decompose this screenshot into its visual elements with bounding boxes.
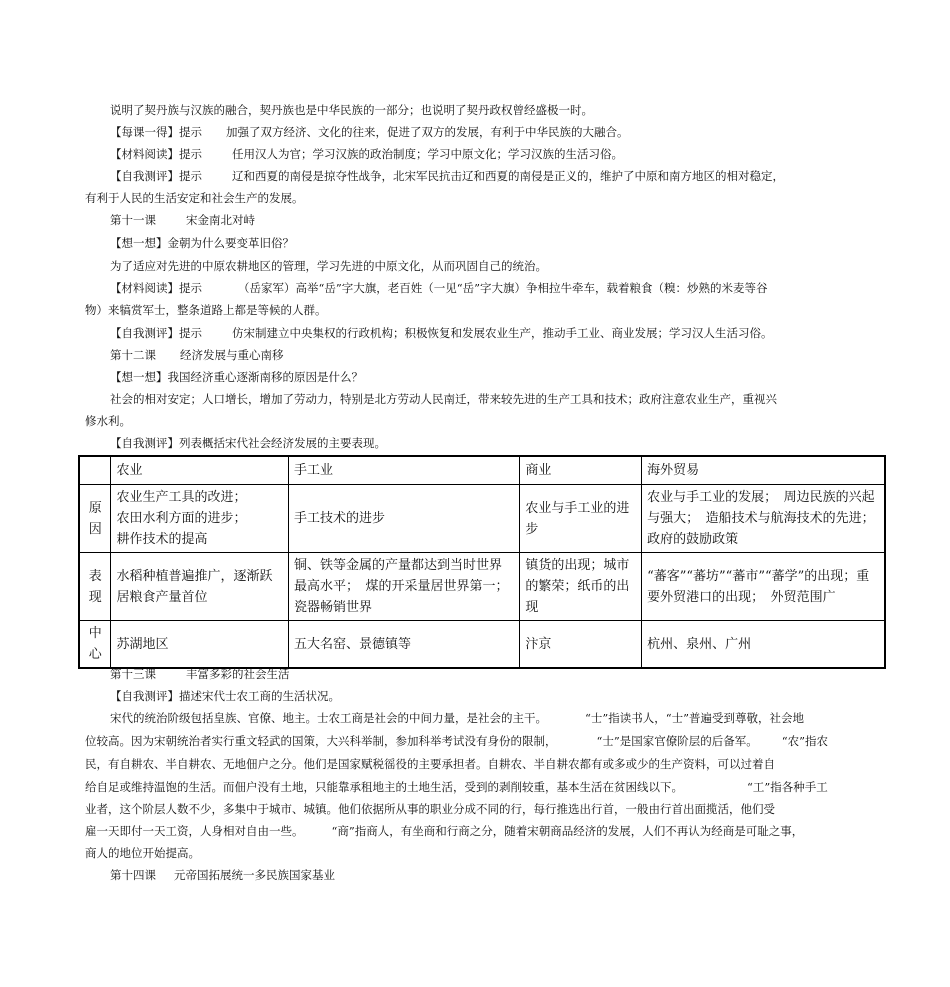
table-header-row: [79, 456, 885, 485]
paragraph: 社会的相对安定；人口增长，增加了劳动力，特别是北方劳动人民南迁，带来较先进的生产工具和技术；政府注意农业生产，重视兴: [110, 392, 777, 406]
table-cell: 农业与手工业的进步: [520, 485, 642, 553]
lesson-title: 第十二课 经济发展与重心南移: [110, 348, 284, 362]
table-header-cell: 农业: [111, 456, 289, 485]
table-row: [79, 553, 885, 621]
table-cell: 铜、铁等金属的产量都达到当时世界最高水平； 煤的开采量居世界第一；瓷器畅销世界: [289, 553, 520, 621]
paragraph: 位较高。因为宋朝统治者实行重文轻武的国策，大兴科举制，参加科举考试没有身份的限制， “士”是国家官僚阶层的后备军。 “农”指农: [85, 734, 829, 748]
paragraph: 【自我测评】描述宋代士农工商的生活状况。: [110, 689, 340, 703]
row-label: 表现: [79, 553, 111, 621]
table-cell: “蕃客”“蕃坊”“蕃市”“蕃学”的出现；重要外贸港口的出现； 外贸范围广: [642, 553, 885, 621]
table-header-cell: [79, 456, 111, 485]
table-row: [79, 621, 885, 669]
paragraph: 宋代的统治阶级包括皇族、官僚、地主。士农工商是社会的中间力量，是社会的主干。 “士”指读书人，“士”普遍受到尊敬，社会地: [110, 711, 805, 725]
table-cell: 汴京: [520, 621, 642, 669]
table-header-cell: 海外贸易: [642, 456, 885, 485]
paragraph: 【想一想】金朝为什么要变革旧俗？: [110, 236, 294, 250]
table-cell: 农业与手工业的发展； 周边民族的兴起与强大； 造船技术与航海技术的先进；政府的鼓励政策: [642, 485, 885, 553]
economy-table: [78, 455, 886, 669]
row-label: 中心: [79, 621, 111, 669]
table-header-cell: 手工业: [289, 456, 520, 485]
paragraph: 【每课一得】提示 加强了双方经济、文化的往来，促进了双方的发展，有利于中华民族的大融合。: [110, 125, 629, 139]
table-cell: 水稻种植普遍推广，逐渐跃居粮食产量首位: [111, 553, 289, 621]
lesson-title: 第十一课 宋金南北对峙: [110, 213, 255, 227]
table-row: [79, 485, 885, 553]
table-cell: 五大名窑、景德镇等: [289, 621, 520, 669]
paragraph: 修水利。: [85, 414, 131, 428]
paragraph: 业者，这个阶层人数不少，多集中于城市、城镇。他们依据所从事的职业分成不同的行，每行推选出行首，一般由行首出面揽活，他们受: [85, 802, 775, 816]
paragraph: 【想一想】我国经济重心逐渐南移的原因是什么？: [110, 370, 363, 384]
paragraph: 给自足或维持温饱的生活。而佃户没有土地，只能靠承租地主的土地生活，受到的剥削较重，基本生活在贫困线以下。 “工”指各种手工: [85, 780, 828, 794]
lesson-title: 第十四课 元帝国拓展统一多民族国家基业: [110, 868, 335, 882]
paragraph: 【自我测评】提示 仿宋制建立中央集权的行政机构；积极恢复和发展农业生产，推动手工业、商业发展；学习汉人生活习俗。: [110, 326, 773, 340]
row-label: 原因: [79, 485, 111, 553]
paragraph: 为了适应对先进的中原农耕地区的管理，学习先进的中原文化，从而巩固自己的统治。: [110, 259, 547, 273]
paragraph: 民，有自耕农、半自耕农、无地佃户之分。他们是国家赋税徭役的主要承担者。自耕农、半自耕农都有或多或少的生产资料，可以过着自: [85, 757, 775, 771]
paragraph: 商人的地位开始提高。: [85, 846, 200, 860]
paragraph: 【材料阅读】提示 （岳家军）高举“岳”字大旗，老百姓（一见“岳”字大旗）争相拉牛牵车，载着粮食（糗：炒熟的米麦等谷: [110, 281, 768, 295]
paragraph: 说明了契丹族与汉族的融合，契丹族也是中华民族的一部分；也说明了契丹政权曾经盛极一时。: [110, 103, 593, 117]
table-cell: 手工技术的进步: [289, 485, 520, 553]
paragraph: 【自我测评】列表概括宋代社会经济发展的主要表现。: [110, 436, 386, 450]
lesson-title: 第十三课 丰富多彩的社会生活: [110, 667, 290, 681]
paragraph: 雇一天即付一天工资，人身相对自由一些。 “商”指商人，有坐商和行商之分，随着宋朝商品经济的发展，人们不再认为经商是可耻之事，: [85, 824, 804, 838]
paragraph: 物）来犒赏军士，整条道路上都是等候的人群。: [85, 303, 327, 317]
paragraph: 【材料阅读】提示 任用汉人为官；学习汉族的政治制度；学习中原文化；学习汉族的生活习俗。: [110, 147, 623, 161]
table-header-cell: 商业: [520, 456, 642, 485]
table-cell: 镇货的出现；城市的繁荣；纸币的出现: [520, 553, 642, 621]
table-cell: 杭州、泉州、广州: [642, 621, 885, 669]
paragraph: 【自我测评】提示 辽和西夏的南侵是掠夺性战争，北宋军民抗击辽和西夏的南侵是正义的，维护了中原和南方地区的相对稳定，: [110, 169, 784, 183]
table-cell: 农业生产工具的改进； 农田水利方面的进步； 耕作技术的提高: [111, 485, 289, 553]
paragraph: 有利于人民的生活安定和社会生产的发展。: [85, 191, 304, 205]
table-cell: 苏湖地区: [111, 621, 289, 669]
